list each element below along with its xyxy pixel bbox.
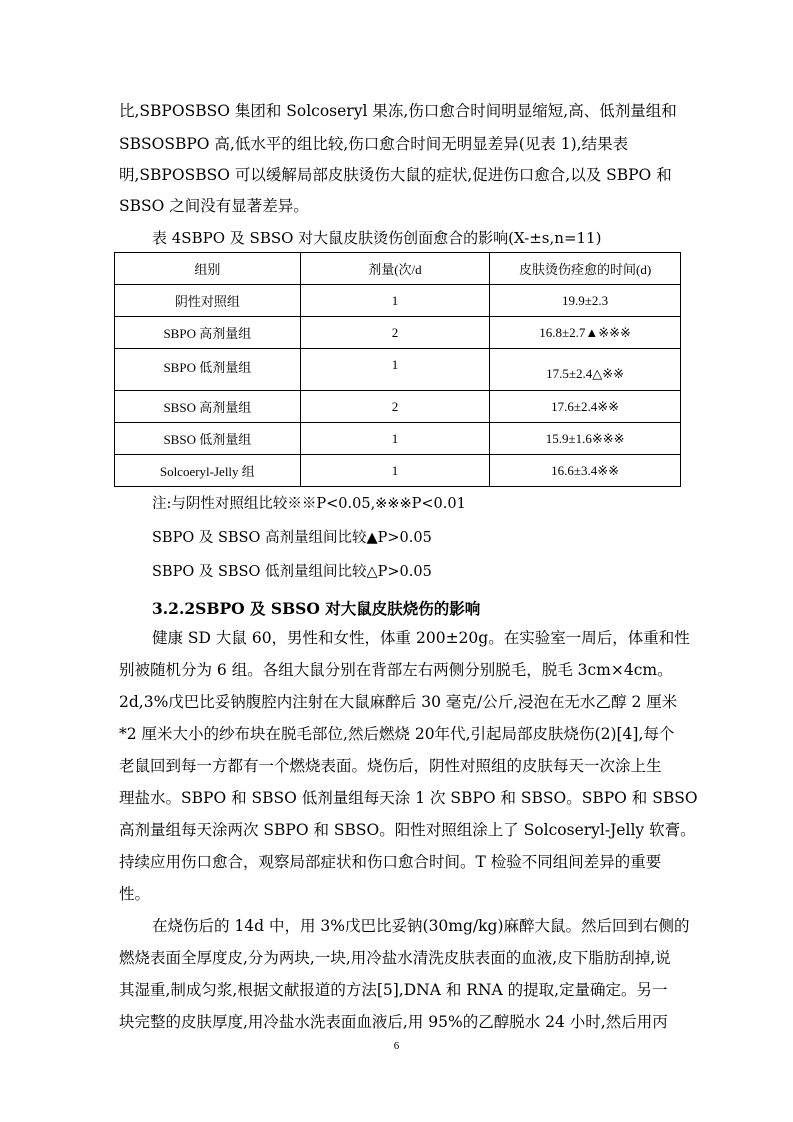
page-number: 6	[393, 1040, 400, 1052]
paragraph-2-line-2: 别被随机分为 6 组。各组大鼠分别在背部左右两侧分别脱毛，脱毛 3cm×4cm。	[119, 661, 673, 679]
table-cell-healing-time: 17.6±2.4※※	[490, 391, 681, 423]
paragraph-1-line-2: SBSOSBPO 高,低水平的组比较,伤口愈合时间无明显差异(见表 1),结果表	[119, 135, 629, 153]
paragraph-1-line-1: 比,SBPOSBSO 集团和 Solcoseryl 果冻,伤口愈合时间明显缩短,高、低剂量组和	[119, 102, 677, 120]
table-row	[115, 349, 681, 391]
column-header-group: 组别	[115, 253, 301, 285]
paragraph-2-line-6: 理盐水。SBPO 和 SBSO 低剂量组每天涂 1 次 SBPO 和 SBSO。SBPO 和 SBSO	[119, 789, 698, 807]
paragraph-3-line-2: 燃烧表面全厚度皮,分为两块,一块,用冷盐水清洗皮肤表面的血液,皮下脂肪刮掉,说	[119, 949, 671, 967]
paragraph-3-line-1: 在烧伤后的 14d 中，用 3%戊巴比妥钠(30mg/kg)麻醉大鼠。然后回到右侧的	[152, 917, 690, 935]
table-cell-dose: 1	[300, 285, 490, 317]
table-cell-group: Solcoeryl-Jelly 组	[115, 455, 301, 487]
column-header-dose: 剂量(次/d	[300, 253, 490, 285]
table-row	[115, 317, 681, 349]
table-cell-group: SBPO 高剂量组	[115, 317, 301, 349]
table-cell-healing-time: 16.6±3.4※※	[490, 455, 681, 487]
paragraph-3-line-4: 块完整的皮肤厚度,用冷盐水洗表面血液后,用 95%的乙醇脱水 24 小时,然后用丙	[119, 1013, 668, 1031]
table-cell-dose: 1	[300, 455, 490, 487]
column-header-healing-time: 皮肤烫伤痊愈的时间(d)	[490, 253, 681, 285]
table-row	[115, 423, 681, 455]
table-row	[115, 285, 681, 317]
table-cell-dose: 2	[300, 317, 490, 349]
data-table	[114, 252, 681, 487]
table-cell-healing-time: 16.8±2.7▲※※※	[490, 317, 681, 349]
paragraph-2-line-1: 健康 SD 大鼠 60，男性和女性，体重 200±20g。在实验室一周后，体重和性	[152, 629, 690, 647]
table-cell-healing-time: 19.9±2.3	[490, 285, 681, 317]
paragraph-1-line-3: 明,SBPOSBSO 可以缓解局部皮肤烫伤大鼠的症状,促进伤口愈合,以及 SBPO 和	[119, 166, 672, 184]
paragraph-2-line-5: 老鼠回到每一方都有一个燃烧表面。烧伤后，阴性对照组的皮肤每天一次涂上生	[119, 757, 662, 775]
paragraph-1-line-4: SBSO 之间没有显著差异。	[119, 197, 309, 215]
table-cell-dose: 1	[300, 423, 490, 455]
table-caption: 表 4SBPO 及 SBSO 对大鼠皮肤烫伤创面愈合的影响(X-±s,n=11)	[152, 229, 602, 247]
table-cell-dose: 1	[300, 349, 490, 391]
table-note-significance: 注:与阴性对照组比较※※P<0.05,※※※P<0.01	[152, 496, 466, 512]
paragraph-2-line-8: 持续应用伤口愈合，观察局部症状和伤口愈合时间。T 检验不同组间差异的重要	[119, 853, 662, 871]
table-header-row	[115, 253, 681, 285]
table-cell-group: SBPO 低剂量组	[115, 349, 301, 391]
table-row	[115, 391, 681, 423]
table-cell-group: SBSO 高剂量组	[115, 391, 301, 423]
table-note-high-dose: SBPO 及 SBSO 高剂量组间比较▲P>0.05	[152, 530, 432, 546]
table-cell-group: 阴性对照组	[115, 285, 301, 317]
paragraph-2-line-3: 2d,3%戊巴比妥钠腹腔内注射在大鼠麻醉后 30 毫克/公斤,浸泡在无水乙醇 2 厘米	[119, 693, 678, 711]
table-note-low-dose: SBPO 及 SBSO 低剂量组间比较△P>0.05	[152, 564, 432, 580]
paragraph-2-line-7: 高剂量组每天涂两次 SBPO 和 SBSO。阳性对照组涂上了 Solcoseryl-Jelly 软膏。	[119, 821, 696, 839]
table-row	[115, 455, 681, 487]
table-cell-healing-time: 15.9±1.6※※※	[490, 423, 681, 455]
paragraph-3-line-3: 其湿重,制成匀浆,根据文献报道的方法[5],DNA 和 RNA 的提取,定量确定。另一	[119, 981, 668, 999]
paragraph-2-line-9: 性。	[119, 885, 151, 903]
table-cell-dose: 2	[300, 391, 490, 423]
section-heading: 3.2.2SBPO 及 SBSO 对大鼠皮肤烧伤的影响	[152, 599, 481, 618]
table-cell-group: SBSO 低剂量组	[115, 423, 301, 455]
table-cell-healing-time: 17.5±2.4△※※	[490, 349, 681, 391]
paragraph-2-line-4: *2 厘米大小的纱布块在脱毛部位,然后燃烧 20年代,引起局部皮肤烧伤(2)[4],每个	[119, 725, 675, 743]
